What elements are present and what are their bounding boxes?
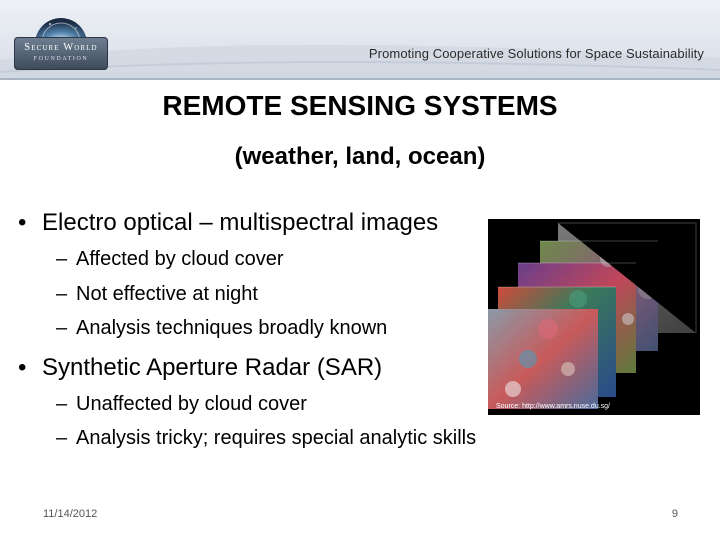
dash-icon: – (56, 283, 68, 305)
logo-name: Secure World (24, 42, 98, 53)
dash-icon: – (56, 317, 68, 339)
secure-world-logo (4, 2, 116, 74)
sub-bullet-item (56, 283, 258, 306)
logo-plate (14, 37, 108, 70)
sub-bullet-item (56, 427, 476, 450)
slide-title: REMOTE SENSING SYSTEMS (162, 90, 558, 121)
bullet-text: Electro optical – multispectral images (42, 209, 439, 236)
page-number: 9 (671, 508, 678, 520)
sub-bullet-text: Affected by cloud cover (76, 248, 284, 270)
header-band (0, 0, 720, 80)
bullet-text: Synthetic Aperture Radar (SAR) (42, 354, 383, 381)
sub-bullet-text: Not effective at night (76, 283, 258, 305)
bullet-dot-icon: • (18, 354, 27, 381)
logo-subtitle: FOUNDATION (33, 56, 89, 62)
dash-icon: – (56, 427, 68, 449)
dash-icon: – (56, 393, 68, 415)
dash-icon: – (56, 248, 68, 270)
sub-bullet-item (56, 248, 284, 271)
slide-subtitle: (weather, land, ocean) (234, 143, 486, 170)
footer-date: 11/14/2012 (43, 508, 98, 520)
bullet-item (18, 354, 382, 382)
bullet-item (18, 209, 438, 237)
sub-bullet-item (56, 317, 387, 340)
multispectral-satellite-image (488, 219, 700, 415)
image-source-caption: Source: http://www.amrs.nuse.du.sg/ (496, 403, 610, 410)
sub-bullet-text: Analysis techniques broadly known (76, 317, 388, 339)
satellite-image-mosaic (488, 219, 700, 415)
sub-bullet-item (56, 393, 307, 416)
bullet-dot-icon: • (18, 209, 27, 236)
sub-bullet-text: Analysis tricky; requires special analytic skills (76, 427, 477, 449)
sub-bullet-text: Unaffected by cloud cover (76, 393, 307, 415)
header-tagline: Promoting Cooperative Solutions for Space Sustainability (368, 46, 704, 61)
